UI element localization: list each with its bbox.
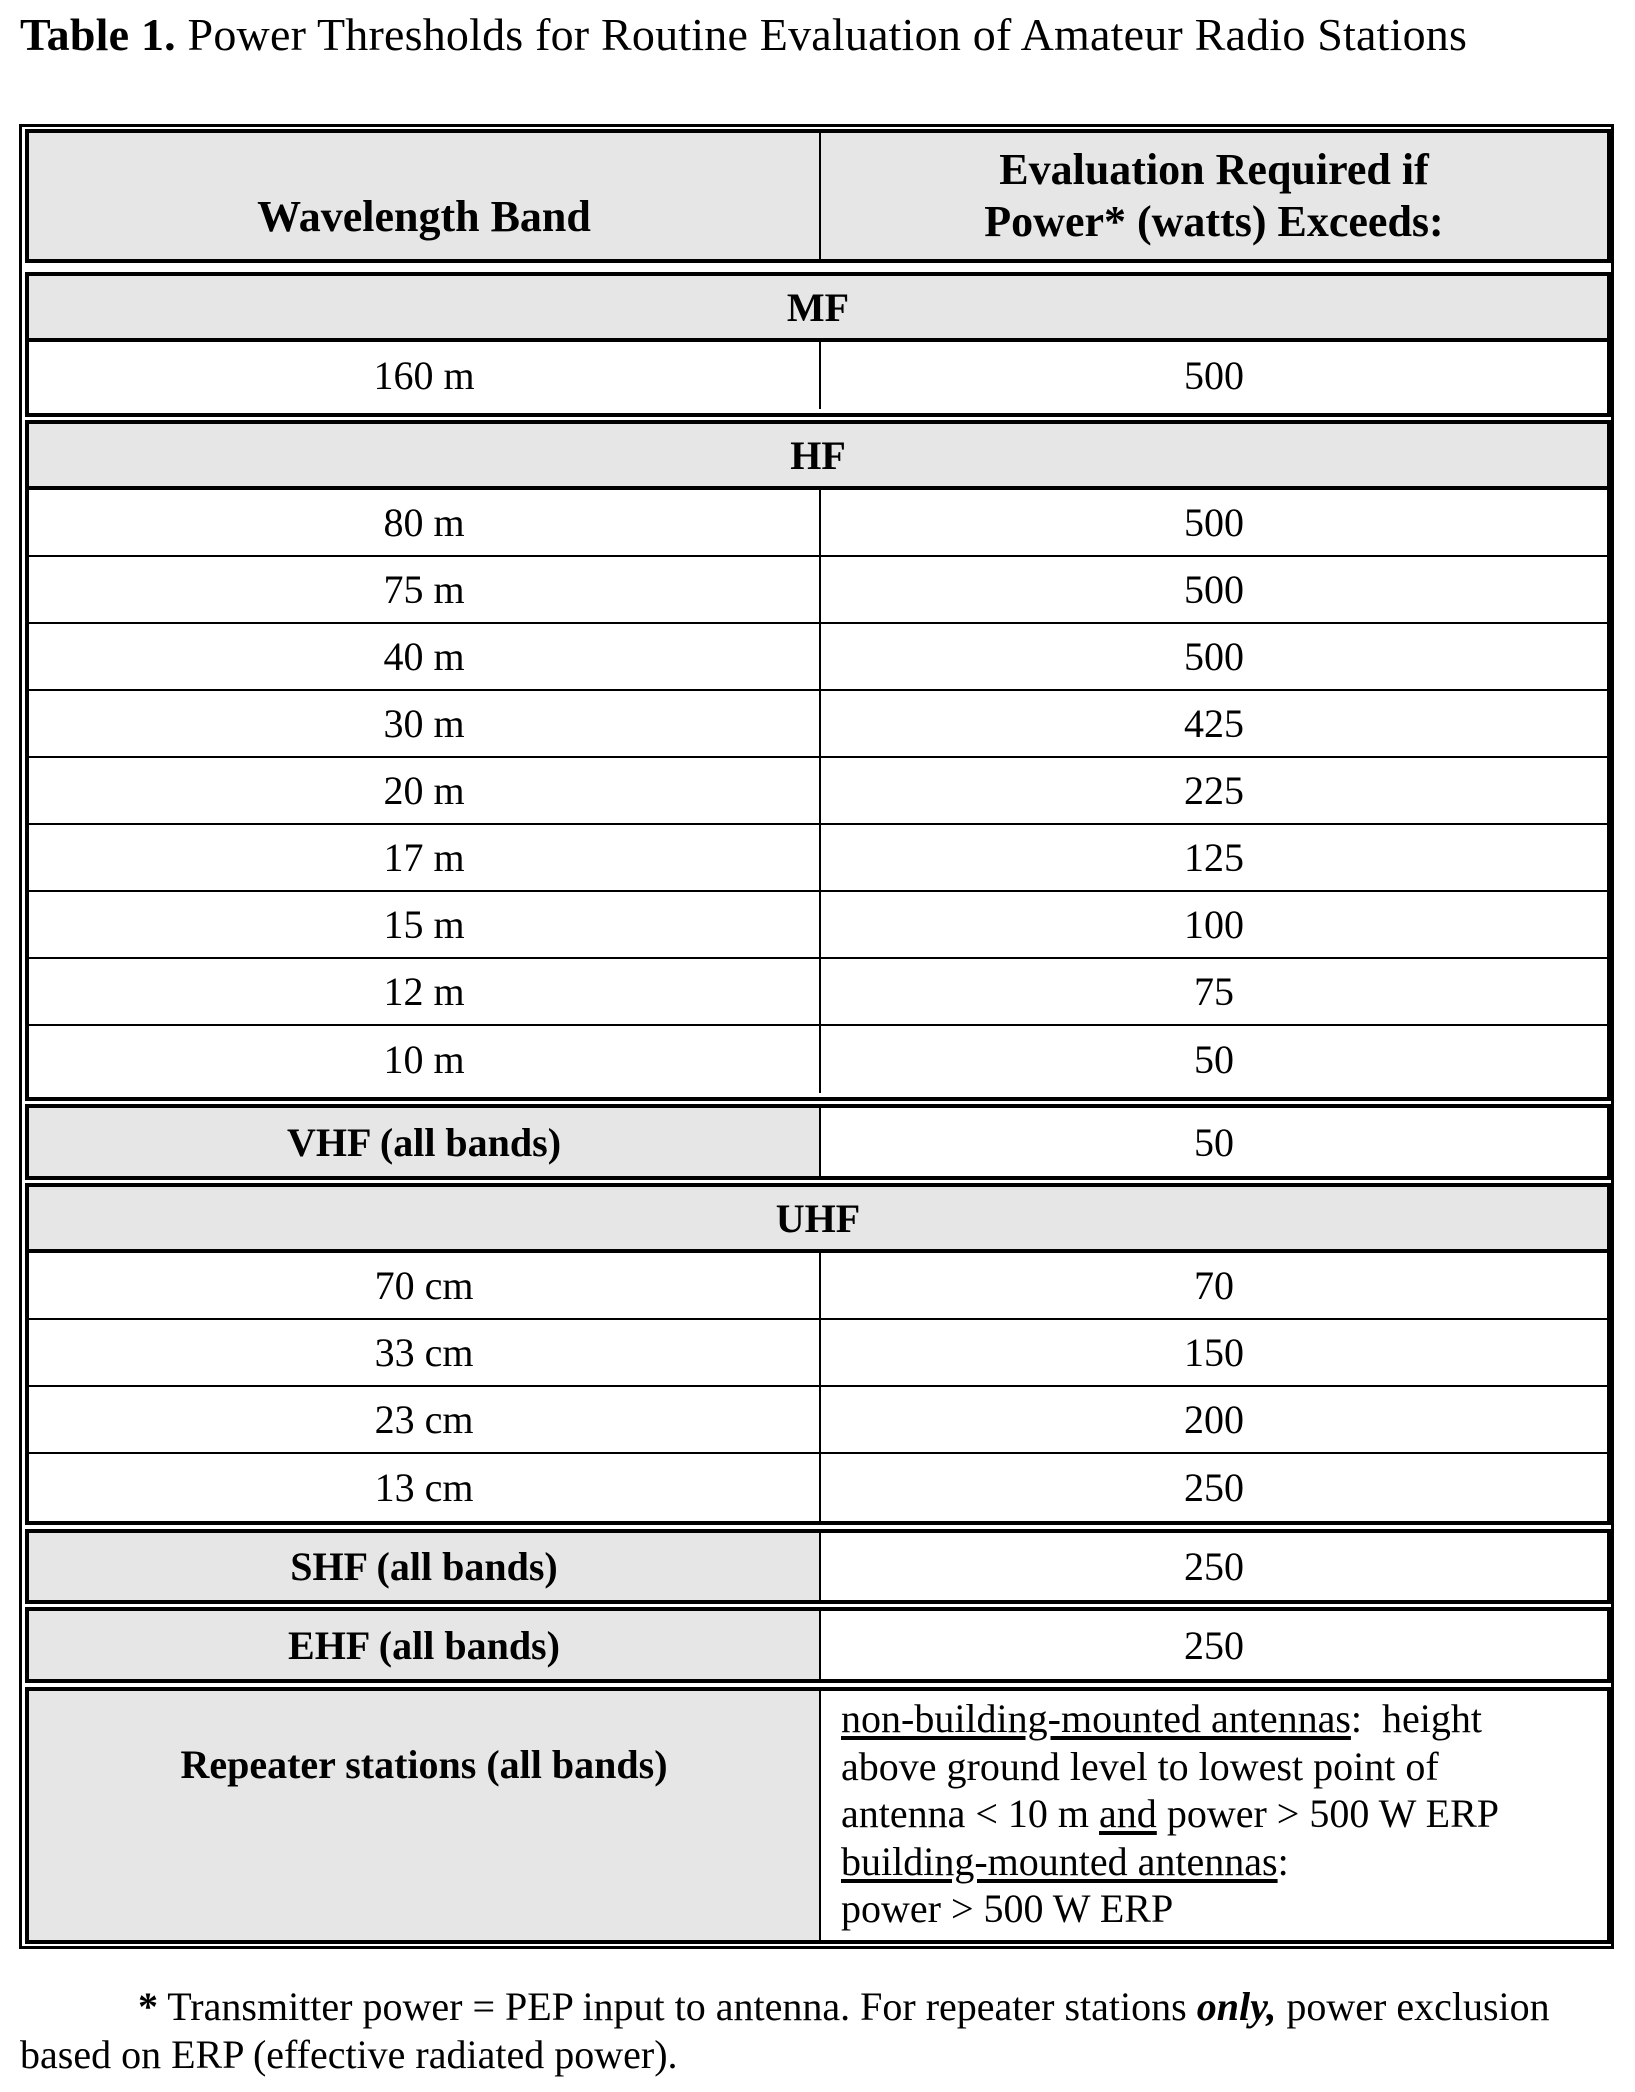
power-cell: 500 <box>1184 500 1244 545</box>
table-row <box>29 758 1607 825</box>
section-ehf <box>25 1607 1611 1683</box>
header-evaluation-required: Evaluation Required if Power* (watts) Exceeds: <box>984 145 1444 246</box>
band-cell: 13 cm <box>29 1454 821 1521</box>
table-row <box>29 490 1607 557</box>
power-cell: 70 <box>1194 1263 1234 1308</box>
table-row <box>29 1026 1607 1093</box>
power-cell: 125 <box>1184 835 1244 880</box>
band-cell: 33 cm <box>29 1320 821 1385</box>
table-row <box>29 342 1607 409</box>
table-header <box>25 129 1611 263</box>
band-cell: 17 m <box>29 825 821 890</box>
power-cell: 100 <box>1184 902 1244 947</box>
power-cell: 75 <box>1194 969 1234 1014</box>
band-cell-repeater: Repeater stations (all bands) <box>29 1691 821 1940</box>
power-cell: 500 <box>1184 567 1244 612</box>
power-cell: 225 <box>1184 768 1244 813</box>
section-mf <box>25 272 1611 417</box>
band-cell: 23 cm <box>29 1387 821 1452</box>
power-cell: 200 <box>1184 1397 1244 1442</box>
table-row <box>29 1320 1607 1387</box>
table-row <box>29 1387 1607 1454</box>
section-repeater <box>25 1687 1611 1944</box>
table-row <box>29 825 1607 892</box>
section-vhf <box>25 1104 1611 1180</box>
band-cell: 20 m <box>29 758 821 823</box>
group-header-mf: MF <box>29 276 1607 342</box>
power-cell: 250 <box>1184 1465 1244 1510</box>
power-cell: 50 <box>1194 1119 1234 1165</box>
nbm-label: non-building-mounted antennas <box>841 1696 1351 1741</box>
table-row <box>29 557 1607 624</box>
footnote: * Transmitter power = PEP input to antenna. For repeater stations only, power exclusion based on ERP (effective radiated power). <box>20 1984 1550 2077</box>
power-cell: 250 <box>1184 1544 1244 1589</box>
bm-label: building-mounted antennas <box>841 1838 1278 1884</box>
band-cell: 10 m <box>29 1026 821 1093</box>
group-header-hf: HF <box>29 424 1607 490</box>
table-row <box>29 959 1607 1026</box>
band-cell: 160 m <box>29 342 821 409</box>
power-cell: 425 <box>1184 701 1244 746</box>
band-cell: 80 m <box>29 490 821 555</box>
table-row <box>29 892 1607 959</box>
band-cell: 70 cm <box>29 1253 821 1318</box>
table-title <box>20 8 1467 61</box>
table-number: Table 1. <box>20 9 176 60</box>
section-hf <box>25 420 1611 1101</box>
footnote-star: * <box>138 1984 158 2029</box>
band-cell-ehf: EHF (all bands) <box>29 1611 821 1679</box>
power-cell: 50 <box>1194 1037 1234 1082</box>
band-cell-vhf: VHF (all bands) <box>29 1108 821 1176</box>
power-cell: 500 <box>1184 353 1244 398</box>
band-cell-shf: SHF (all bands) <box>29 1533 821 1600</box>
band-cell: 40 m <box>29 624 821 689</box>
band-cell: 75 m <box>29 557 821 622</box>
section-uhf <box>25 1183 1611 1525</box>
power-cell: 500 <box>1184 634 1244 679</box>
table-row <box>29 1253 1607 1320</box>
band-cell: 15 m <box>29 892 821 957</box>
table-row <box>29 1454 1607 1521</box>
section-shf <box>25 1529 1611 1604</box>
power-cell: 250 <box>1184 1622 1244 1668</box>
power-cell: 150 <box>1184 1330 1244 1375</box>
table-row <box>29 624 1607 691</box>
table-row <box>29 691 1607 758</box>
group-header-uhf: UHF <box>29 1187 1607 1253</box>
repeater-criteria: non-building-mounted antennas: height above ground level to lowest point of antenna < 10 m and power > 500 W ERP building-mounted antennas: power > 500 W ERP <box>841 1696 1499 1931</box>
header-wavelength-band: Wavelength Band <box>29 133 821 259</box>
band-cell: 30 m <box>29 691 821 756</box>
band-cell: 12 m <box>29 959 821 1024</box>
table-caption: Power Thresholds for Routine Evaluation of Amateur Radio Stations <box>187 9 1468 60</box>
